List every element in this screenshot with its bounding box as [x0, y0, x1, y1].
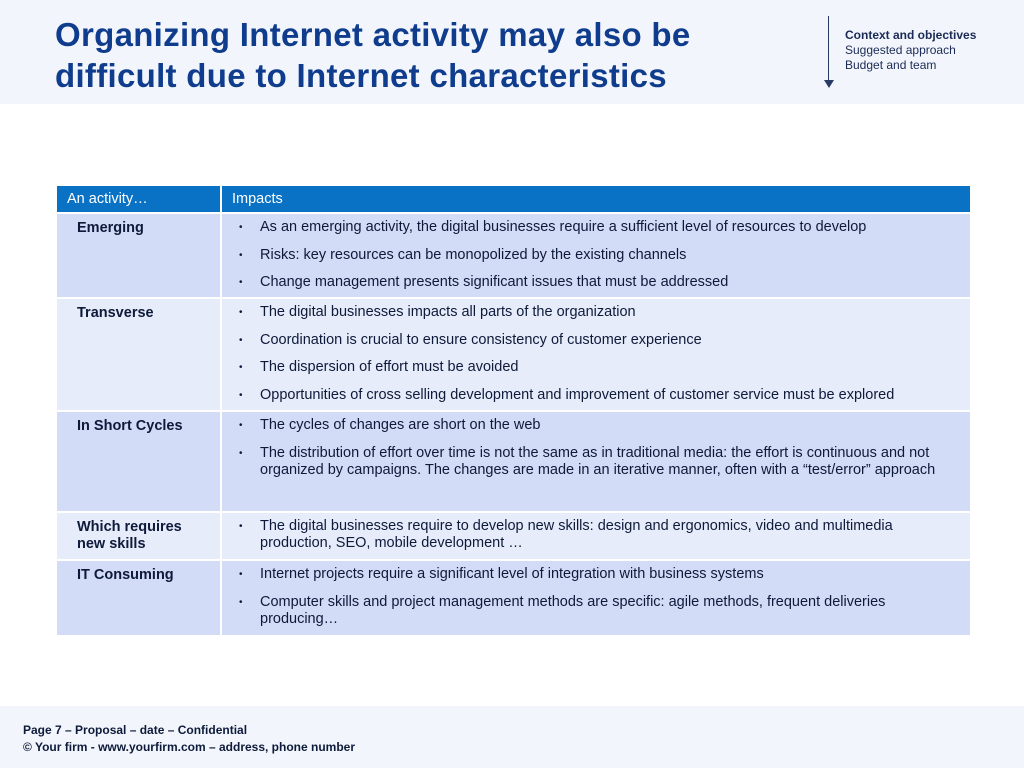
table-row [57, 512, 970, 560]
nav-item-approach[interactable]: Suggested approach [845, 43, 956, 57]
footer-copyright: © Your firm - www.yourfirm.com – address, phone number [23, 740, 356, 754]
bullet-icon: • [239, 362, 243, 373]
impact-list [239, 219, 960, 291]
impacts-cell [221, 560, 970, 635]
list-item: • Opportunities of cross selling development and improvement of customer service must be explored [239, 386, 895, 403]
list-item: • The digital businesses impacts all parts of the organization [239, 304, 636, 320]
table-row [57, 560, 970, 635]
impacts-cell [221, 411, 970, 512]
arrow-down-icon [824, 80, 834, 88]
bullet-icon: • [239, 389, 243, 401]
bullet-icon: • [239, 420, 243, 431]
bullet-icon: • [239, 307, 243, 318]
bullet-icon: • [239, 521, 243, 532]
impacts-table [57, 186, 970, 635]
footer [23, 722, 355, 756]
bullet-icon: • [239, 596, 243, 608]
table-row [57, 298, 970, 411]
column-header-activity: An activity… [57, 186, 221, 213]
list-item: • The digital businesses require to develop new skills: design and ergonomics, video and multimedia production, SEO, mobile development … [239, 518, 893, 551]
list-item: • Coordination is crucial to ensure consistency of customer experience [239, 331, 702, 348]
activity-cell: IT Consuming [57, 560, 221, 635]
activity-cell: In Short Cycles [57, 411, 221, 512]
bullet-icon: • [239, 334, 243, 346]
list-item: • Change management presents significant issues that must be addressed [239, 274, 729, 290]
activity-cell: Transverse [57, 298, 221, 411]
table-row [57, 411, 970, 512]
nav-item-context[interactable]: Context and objectives [845, 28, 977, 42]
impact-list [239, 417, 960, 479]
nav-item-budget[interactable]: Budget and team [845, 58, 937, 72]
bullet-icon: • [239, 222, 243, 233]
impact-list [239, 304, 960, 404]
nav-list [845, 28, 976, 73]
list-item: • Internet projects require a significant level of integration with business systems [239, 566, 764, 582]
section-navigator [826, 14, 1006, 88]
impacts-cell [221, 213, 970, 298]
table-row [57, 213, 970, 298]
list-item: • As an emerging activity, the digital businesses require a sufficient level of resources to develop [239, 219, 867, 235]
list-item: • The distribution of effort over time is not the same as in traditional media: the effort is continuous and not organized by campaigns. The changes are made in an iterative manner, often with a “test/error” approach [239, 444, 936, 478]
list-item: • Computer skills and project management methods are specific: agile methods, frequent deliveries producing… [239, 593, 886, 627]
list-item: • The cycles of changes are short on the web [239, 417, 541, 433]
impact-list [239, 518, 960, 552]
footer-page-info: Page 7 – Proposal – date – Confidential [23, 723, 248, 737]
list-item: • Risks: key resources can be monopolized by the existing channels [239, 246, 687, 263]
progress-line [828, 16, 829, 82]
bullet-icon: • [239, 249, 243, 261]
column-header-impacts: Impacts [221, 186, 970, 213]
bullet-icon: • [239, 277, 243, 288]
activity-cell: Emerging [57, 213, 221, 298]
impact-list [239, 566, 960, 628]
table-header-row [57, 186, 970, 213]
impacts-cell [221, 512, 970, 560]
bullet-icon: • [239, 569, 243, 580]
bullet-icon: • [239, 447, 243, 459]
activity-cell: Which requires new skills [57, 512, 221, 560]
impacts-cell [221, 298, 970, 411]
page-title: Organizing Internet activity may also be difficult due to Internet characteristics [55, 16, 691, 94]
list-item: • The dispersion of effort must be avoided [239, 359, 519, 375]
